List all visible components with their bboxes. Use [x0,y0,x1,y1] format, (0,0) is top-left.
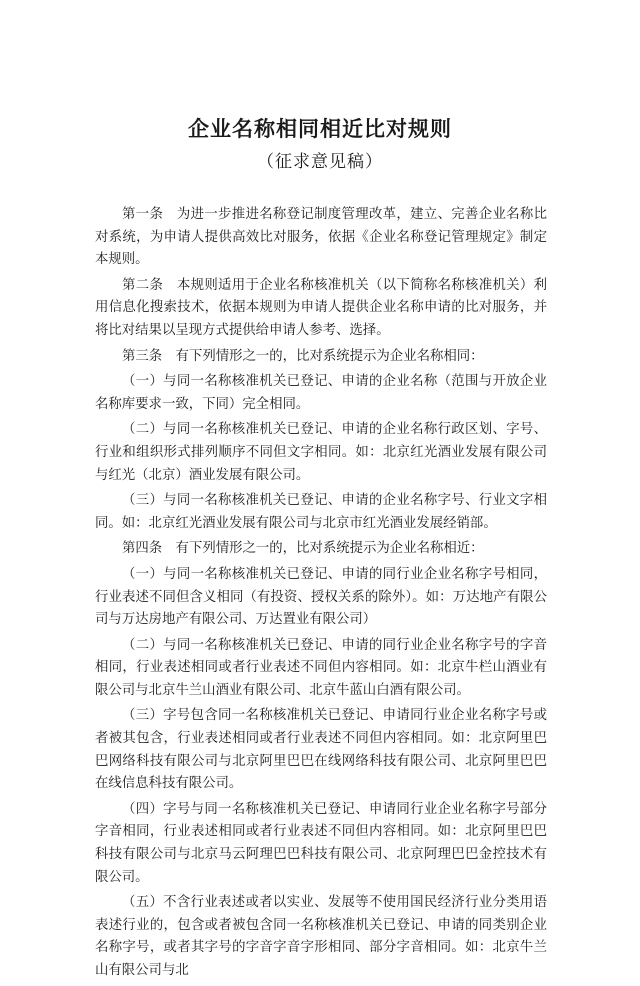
article-3-paragraph: 第三条 有下列情形之一的，比对系统提示为企业名称相同： [122,348,484,364]
article-1-paragraph: 第一条 为进一步推进名称登记制度管理改革，建立、完善企业名称比对系统，为申请人提供高效比对服务，依据《企业名称登记管理规定》制定本规则。 [95,207,547,268]
article-3-item-1: （一）与同一名称核准机关已登记、申请的企业名称（范围与开放企业名称库要求一致，下同）完全相同。 [95,374,547,412]
document-subtitle: （征求意见稿） [257,152,383,172]
document-body [95,204,547,986]
article-4-item-4: （四）字号与同一名称核准机关已登记、申请同行业企业名称字号部分字音相同，行业表述相同或者行业表述不同但内容相同。如：北京阿里巴巴科技有限公司与北京马云阿理巴巴科技有限公司、北京阿理巴巴金控技术有限公司。 [95,801,547,885]
article-3-item-3: （三）与同一名称核准机关已登记、申请的企业名称字号、行业文字相同。如：北京红光酒业发展有限公司与北京市红光酒业发展经销部。 [95,493,547,531]
article-3-item-2: （二）与同一名称核准机关已登记、申请的企业名称行政区划、字号、行业和组织形式排列顺序不同但文字相同。如：北京红光酒业发展有限公司与红光（北京）酒业发展有限公司。 [95,422,547,483]
article-4-item-2: （二）与同一名称核准机关已登记、申请的同行业企业名称字号的字音相同，行业表述相同或者行业表述不同但内容相同。如：北京牛栏山酒业有限公司与北京牛兰山酒业有限公司、北京牛蓝山白酒有限公司。 [95,637,547,698]
article-4-item-1: （一）与同一名称核准机关已登记、申请的同行业企业名称字号相同，行业表述不同但含义相同（有投资、授权关系的除外）。如：万达地产有限公司与万达房地产有限公司、万达置业有限公司） [95,566,547,628]
document-title: 企业名称相同相近比对规则 [188,117,452,141]
article-4-item-3: （三）字号包含同一名称核准机关已登记、申请同行业企业名称字号或者被其包含，行业表述相同或者行业表述不同但内容相同。如：北京阿里巴巴网络科技有限公司与北京阿里巴巴在线网络科技有限公司、北京阿里巴巴在线信息科技有限公司。 [95,708,547,792]
article-4-item-5: （五）不含行业表述或者以实业、发展等不使用国民经济行业分类用语表述行业的，包含或者被包含同一名称核准机关已登记、申请的同类别企业名称字号，或者其字号的字音字音字形相同、部分字音相同。如：北京牛兰山有限公司与北 [95,895,547,978]
article-2-paragraph: 第二条 本规则适用于企业名称核准机关（以下简称名称核准机关）利用信息化搜索技术，依据本规则为申请人提供企业名称申请的比对服务，并将比对结果以呈现方式提供给申请人参考、选择。 [95,277,547,338]
article-4-paragraph: 第四条 有下列情形之一的，比对系统提示为企业名称相近： [122,541,484,557]
